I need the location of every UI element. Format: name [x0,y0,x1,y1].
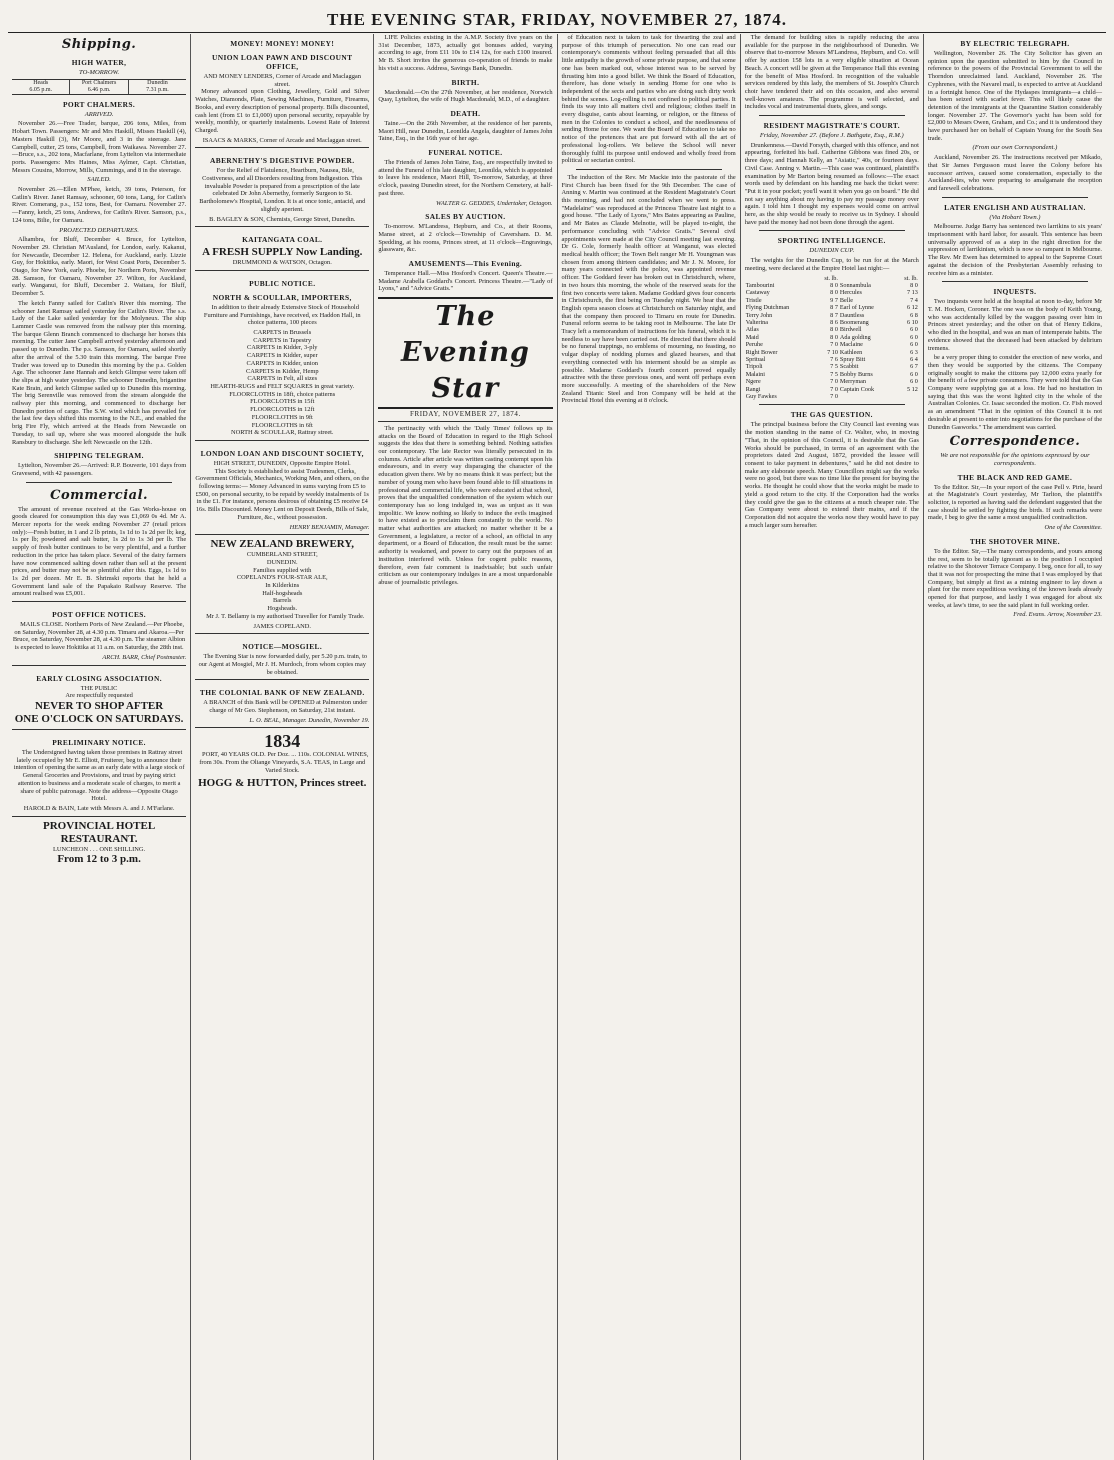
early-line: ONE O'CLOCK ON SATURDAYS. [14,713,184,725]
table-cell: Dauntless [839,311,865,319]
black-red-heading: THE BLACK AND RED GAME. [957,472,1073,482]
carpet-line: CARPETS in Kidder, super [246,352,318,360]
divider [759,115,905,116]
mosgiel-notice [195,633,369,676]
table-cell: 7 6 [830,356,838,364]
table-cell: 8 0 [830,326,838,334]
kaitangata-text: A FRESH SUPPLY Now Landing. [202,246,363,259]
carpet-line: CARPETS in Felt, all sizes [247,375,318,383]
table-cell: Sonnambula [839,281,871,289]
column-1 [8,34,191,1460]
table-cell: Valterina [745,319,769,327]
table-cell: Hercules [839,289,862,297]
mosgiel-heading: NOTICE—MOSGIEL. [242,642,323,652]
table-cell: 7 13 [907,289,918,297]
column-3 [374,34,557,1460]
brewery-text: Mr J. T. Bellamy is my authorised Traveller for Family Trade. [206,612,365,620]
brewery-line: Hogsheads. [267,605,298,613]
table-row [745,341,919,348]
birth-text: Macdonald.—On the 27th November, at her residence, Norwich Quay, Lyttelton, the wife of Hugh Macdonald, M.D., of a daughter. [378,88,553,104]
commercial-heading: Commercial. [50,487,149,503]
table-cell: Birdwell [839,326,862,334]
leader-continued: of Education next is taken to task for thwarting the zeal and purpose of this triumph of persecution. No one can read our contemporary's comments without feeling persuaded that all this little antipathy is the growth of some private purpose, and that some one has been marked out, whose interest was to be served by thrusting him into a good billet. We think the Board of Education, therefore, has done wisely in sending Home for one who is independent of the sects and parties who are doing such dirty work behind the scenes. Log-rolling is not confined to political parties. It finds its way into all matters civil and religious; clothes itself in every disguise, cants about learning, or religion, or the fitness of men in the Colonies to conduct a school, and the needlessness of sending Home for one. We want the Board of Education to take no notice of the pretences that are put forward with all the art of professional log-rollers. We believe the School will never thoroughly fulfil its purpose until endowed and wholly freed from political or sectarian control. [561,34,736,165]
brewery-line: Barrels [273,597,292,605]
post-office-notice [12,601,186,662]
funeral-text: The Friends of James John Taine, Esq., are respectfully invited to attend the Funeral of his late daughter, Leonilda, which is appointed to leave his residence, Maori Hill, To-morrow, Saturday, at three o'clock, passing Dunedin street, for the Northern Cemetery, at half-past three. [378,159,553,197]
arrived-label: ARRIVED. [84,110,114,118]
correspondence-heading: Correspondence. [949,434,1081,450]
table-cell: 6 0 [910,370,918,378]
table-cell: 7 0 [830,393,838,401]
shotover-text: To the Editor. Sir,—The many correspondents, and yours among the rest, seem to be totally ignorant as to the position I occupied relative to the Shotover Terrace Company. I beg, once for all, to say that it was not for prospecting the mine that I was employed by that Company, but simply at first as a mining engineer to lay down a plant for the more expeditious working of the known leads already opened for that purpose, and lastly I was engaged for about six weeks, at law's time, to see the said plant in full working order. [927,547,1103,609]
lfl-sub: HIGH STREET, DUNEDIN, Opposite Empire Hotel. [213,459,351,467]
table-cell: 7 0 [830,341,838,349]
shipping-news: The ketch Fanny sailed for Catlin's River this morning. The schooner Janet Ramsay sailed yesterday for Catlin's River. The s.s. Lady of the Lake sailed yesterday for the Molyneux. The ship Lammer Castle was removed from the railway pier this morning. The barque Glenn Branch commenced to discharge her horses this morning. The cutter Jane Campbell arrived yesterday afternoon and passed up to Dunedin. The p.s. Samson, for Oamaru, sailed shortly after the arrival of the 5.30 train this morning. The barque Free Trader was towed up to Dunedin this morning by the p.s. Golden Age. The schooner Jane Hannah and ketch Glimpse were taken off the slips at high water yesterday. The schooner Dunedin, brigantine Kate Brain, and ketch Glimpse sailed up to Dunedin this morning. The brig Serenville was removed from the stream alongside the railway pier this morning, and commenced to discharge her Dunedin portion of cargo. The S.W. wind which has prevailed for the last few days shifted this morning to the N.E., and enabled the brig Fire Fly, which arrived at the Heads from Newcastle on Tuesday, to sail up, where she was moored alongside the hulk Ransbury to discharge. She left Newcastle on the 12th. [12,299,187,446]
mosgiel-text: The Evening Star is now forwarded daily, per 5.20 p.m. train, to our Agent at Mosgiel, Mr J. H. Murdoch, from whom copies may be obtained. [198,653,368,676]
table-row [745,304,919,311]
table-row [745,297,919,304]
post-text: MAILS CLOSE. Northern Ports of New Zealand.—Per Phoebe, on Saturday, November 28, at 4.30 p.m. Timaru and Akaroa.—Per Bruce, on Saturday, November 28, at 4.30 p.m. The steamer Albion is expected to leave Hokitika at 11 a.m. on Saturday, the 28th inst. [12,621,186,652]
columns [8,34,1106,1460]
kaitangata-ad [195,226,369,267]
abernethy-ad [195,147,369,223]
table-cell: Guy Fawkes [745,393,777,401]
table-cell: 7 5 [830,370,838,378]
table-cell: 8 0 [830,333,838,341]
floor-line: FLOORCLOTHS in 9ft [251,413,313,421]
correspondence-note: We are not responsible for the opinions expressed by our correspondents. [940,452,1090,467]
life-policy-text: LIFE Policies existing in the A.M.P. Society five years on the 31st December, 1873, actually got bonuses added, varying according to age, from £11 10s to £14 12s, for each £100 insured. Mr B. Short invites the generous co-operation of friends to make his visit a success. Address, Savings Bank, Dunedin. [378,34,553,72]
table-cell: 5 12 [907,385,918,393]
funeral-signature: WALTER G. GEDDES, Undertaker, Octagon. [435,199,553,207]
newspaper-nameplate: The Evening Star [378,297,552,409]
table-cell: Atlas [745,326,759,334]
brewery-line: Families supplied with [253,566,312,574]
inquest-heading: INQUESTS. [993,287,1037,297]
tide-table [12,79,186,95]
table-cell: Rangi [745,385,761,393]
prelim-text: The Undersigned having taken those premises in Rattray street lately occupied by Mr E. Elliott, Fruiterer, beg to announce their intention of opening the same as an early date with a large stock of General Groceries and Provisions, and trust by paying strict attention to business and a moderate scale of charges, to merit a share of public patronage. Note the address—Opposite Otago Hotel. [13,749,185,803]
telegraph-text: Wellington, November 26. The City Solicitor has given an opinion upon the question submitted to him by the Council in reference to the powers of the Provincial Government to sell the Thorndon unreclaimed land. Auckland, November 26. The Cyphrenes, with the Navarel mail, is expected to arrive at Auckland in a fortnight hence. One of the Hydaspes immigrants—a child—has been seized with scarlet fever. This will likely cause the detention of the immigrants at the Quarantine Station considerably longer. November 27. The Governor's yacht has been sold for £2,000 to Messrs Owen, Graham, and Co.; and it is understood they have purchased her on behalf of Captain Young for the South Sea trade. [927,50,1103,142]
table-header-cell [839,275,895,282]
table-cell: 7 0 [830,385,838,393]
early-line: NEVER TO SHOP AFTER [34,700,164,712]
tide-port-chalmers [70,80,128,94]
divider [26,482,172,483]
early-line: THE PUBLIC [80,684,118,692]
leader-text: The pertinacity with which the 'Daily Times' follows up its attacks on the Board of Education in regard to the High School suggests the idea that there is something behind. Nothing satisfies our contemporary. The late Rector was literally persecuted in its columns. Article after article was written casting contempt upon his endeavours, and in every way disparaging the character of the education given there. We by no means think it was perfect; but the number of young men who have been found able to fill situations in professional and commercial life, who were educated at that school, proves that the unqualified condemnation of the system which our contemporary has so long indulged in, was as unjust as it was impolitic. We know nothing so likely to induce the evils imagined to have existed as to proclaim them constantly to the world. No matter what authorities are attacked; no matter whether it be a Government, a legislature, a rector of a school, an official in any department, or a Board of Education, the result must be the same: authority is weakened, and power to carry out the purposes of an institution interfered with. Unless for cogent public reasons, therefore, even fair comment is inadvisable; but such unfair criticism as our contemporary indulges in are a most unpardonable abuse of journalistic privileges. [378,424,553,586]
brewery-ad [195,534,369,630]
divider [942,281,1088,282]
divider [759,404,905,405]
cup-weights-body [745,282,919,401]
table-row [745,386,919,393]
table-cell: Maid [745,333,759,341]
table-cell: Malaini [745,370,765,378]
table-cell: Scabbit [839,363,859,371]
brewery-line: DUNEDIN. [266,558,298,566]
lfl-heading: LONDON LOAN AND DISCOUNT SOCIETY, [200,448,364,458]
port-ad-year: 1834 [264,731,301,752]
bank-notice [195,679,369,724]
london-loan-ad [195,440,369,531]
commercial-text: The amount of revenue received at the Gas Works-house on goods cleared for consumption this day was £1,069 0s 4d. Mr A. Mercer reports for the week ending November 27 (retail prices only):—Fresh butter, in 1 and 2 lb prints, 1s 1d to 1s 2d per lb; keg, 1s per lb; powdered and salt butter, 1s 2d to 1s 3d per lb. The supply of fresh butter continues to be very plentiful, and a further reduction in the price has taken place. Several of the dairy farmers have now commenced salting down rather than sell at the present prices, and butter may not be so plentiful after this. Eggs, 1s 1d to 1s 2d per dozen. Mr E. B. Shrimski reports that he held a Government land sale of the Papakaio Railway Reserve. The amount realised was £5,001. [12,505,187,598]
lfl-signature: HENRY BENJAMIN, Manager. [289,523,370,531]
table-cell: 9 7 [830,296,838,304]
floor-line: HEARTH-RUGS and FELT SQUARES in great variety. [210,382,355,390]
prelim-heading: PRELIMINARY NOTICE. [52,738,146,747]
table-cell: 8 0 [830,281,838,289]
table-cell: 8 6 [830,319,838,327]
table-cell [895,393,919,400]
post-heading: POST OFFICE NOTICES. [52,610,147,620]
table-header-cell [745,275,815,282]
table-header-row [745,275,919,282]
table-row [745,393,919,400]
table-row [745,312,919,319]
column-2 [191,34,374,1460]
table-cell: 8 7 [830,311,838,319]
table-row [745,371,919,378]
port-heading: PORT CHALMERS. [63,99,136,109]
local-news: The induction of the Rev. Mr Mackie into the pastorate of the First Church has been fixed for the 9th December. The case of Anning v. Martin was continued at the Resident Magistrate's Court this morning, and had not concluded when we went to press. "Madelaine" was reproduced at the Princess Theatre last night to a good house. "The Lady of Lyons," Mrs Bates appearing as Pauline, and Mr Bates as Claude Melnotte, will be played to-night, the performance concluding with "Advice Gratis." Several civil appointments were made at the City Council meeting last evening. Dr G. Cole, formerly health officer at Wanganui, was elected medical health officer; the Town Belt ranger Mr H. Youngman was chosen from among thirteen candidates; and Mr J. N. Moore, for many years connected with the police, was appointed revenue officer. The Goddard fever has broken out in Christchurch, where, in two hours this morning, the whole of the reserved seats for the first two concerts were taken. Madame Goddard gives four concerts in Christchurch, the first being on Tuesday night. We hear that the English opera season closes at Christchurch on Saturday night, and that the company then proceed to Timaru en route for Dunedin. Funeral reform seems to be taking root in Melbourne. The late Dr Tracy left a memorandum of instructions for his funeral, which it is needless to say have been carried out. He directed that there should be no funeral trappings, no emblems of mourning, no feasting, no vulgar display of nodding plumes and glazed hearses, and that everything connected with his interment should be as simple as possible. Madame Goddard's fourth concert proved equally attractive with the three previous ones, and went off perhaps even more successfully. A meeting of the shareholders of the New Zealand Titanic Steel and Iron Company will be held at the Provincial Hotel this evening at 8 o'clock. [561,173,736,405]
arrived-text: November 26.—Free Trader, barque, 206 tons, Miles, from Hobart Town. Passengers: Mr and Mrs Haskill, Misses Haskill (4), Masters Haskill (3), Mr Moore, and 3 in the steerage. Jane Campbell, cutter, 25 tons, Campbell, from Waikawa. November 27.—Bruce, s.s., 202 tons, Macfarlane, from Lyttelton via intermediate ports. Passengers: Mrs Haines, Miss Aylmer, Capt. Christian, Messrs Cousins, Morrow, Mills, Cummings, and 8 in the steerage. [12,120,187,174]
column-4 [558,34,741,1460]
high-water-sub: TO-MORROW. [79,69,120,76]
brewery-signature: JAMES COPELAND. [253,622,312,630]
death-heading: DEATH. [450,108,481,118]
table-cell: Castaway [745,289,770,297]
loan-signature: ISAACS & MARKS, Corner of Arcade and Maclaggan street. [202,136,362,144]
bank-heading: THE COLONIAL BANK OF NEW ZEALAND. [199,688,365,698]
public-signature: NORTH & SCOULLAR, Rattray street. [230,429,334,437]
sporting-sub: DUNEDIN CUP. [809,247,855,255]
sailed-text: November 26.—Ellen M'Phee, ketch, 39 tons, Peterson, for Catlin's River. Janet Ramsay, schooner, 60 tons, Lang, for Catlin's River. Comerang, p.s., 152 tons, Best, for Oamaru. November 27.—Fanny, ketch, 25 tons, Andrews, for Catlin's River. Samson, p.s., 124 tons, Bilie, for Oamaru. [12,186,187,224]
money-heading: MONEY! MONEY! MONEY! [230,39,335,48]
divider [759,230,905,231]
funeral-heading: FUNERAL NOTICE. [428,148,503,158]
tide-place: Dunedin [147,79,168,86]
bank-text: A BRANCH of this Bank will be OPENED at Palmerston under charge of Mr Geo. Stephenson, on Saturday, 21st instant. [203,699,368,715]
table-cell: Ngere [745,378,761,386]
port-ad-signature: HOGG & HUTTON, Princes street. [198,776,367,789]
tide-place: Heads [33,79,49,86]
tide-time: 7.31 p.m. [146,86,169,93]
table-cell: Bobby Burns [839,370,873,378]
later-sub: (Via Hobart Town.) [989,213,1041,221]
table-cell [839,393,895,400]
sporting-text: The weights for the Dunedin Cup, to be run for at the March meeting, were declared at the Empire Hotel last night:— [744,257,919,272]
port-ad-text: PORT, 40 YEARS OLD. Per Doz. ... 110s. COLONIAL WINES, from 30s. From the Oliange Vineyards, S.A. TEAS, in Large and Varied Stock. [199,751,369,774]
loan-heading: UNION LOAN PAWN AND DISCOUNT OFFICE, [212,53,353,71]
hotel-ad [12,816,186,867]
brewery-heading: NEW ZEALAND BREWERY, [210,538,355,551]
hotel-heading: PROVINCIAL HOTEL RESTAURANT. [43,819,156,845]
table-cell: Terry John [745,311,773,319]
carpet-line: CARPETS in Tapestry [253,336,312,344]
black-red-text: To the Editor. Sir,—In your report of the case Pell v. Pirie, heard at the Magistrate's Court yesterday, Mr Tarlton, the plaintiff's solicitor, is reported as having said the defendant suggested that the case should be settled by fighting the birds. If such remarks were made, I beg to give the same a most unqualified contradiction. [927,483,1103,522]
divider [942,197,1088,198]
shotover-heading: THE SHOTOVER MINE. [969,536,1061,546]
amusements-heading: AMUSEMENTS—This Evening. [408,259,523,269]
sales-heading: SALES BY AUCTION. [425,212,506,222]
rm-court-text: Drunkenness.—David Forsyth, charged with this offence, and not appearing, forfeited his bail. Catherine Gibbons was fined 20s, or three days; and Hannah Kelly, an "Asiatic," 40s, or fourteen days. Civil Case. Anning v. Martin.—This case was continued, plaintiff's examination by Mr Barton being resumed as follows:—The exact words used by defendant on his handing me back the ticket were: "Put it in your pocket; you'll want it when you go on board." He did not say anything about my having to pay my passage money over again. I told him I thought my expenses would come on arrival here, as the ship would be ready to receive us in Sydney. I should have paid the money had not been done through the agent. [744,141,919,226]
table-cell: 6 12 [907,304,918,312]
table-row [745,326,919,333]
table-cell: 6 4 [910,356,918,364]
carpet-line: CARPETS in Kidder, union [246,359,318,367]
table-cell: Peruhe [745,341,763,349]
early-heading: EARLY CLOSING ASSOCIATION. [36,673,162,683]
sporting-heading: SPORTING INTELLIGENCE. [777,236,886,246]
floor-line: FLOORCLOTHS in 12ft [250,406,315,414]
table-cell: 7 5 [830,363,838,371]
table-cell: 6 10 [907,319,918,327]
table-cell: Right Bower [745,348,778,356]
tide-heads [12,80,70,94]
brewery-line: In Kilderkins [265,582,300,590]
local-news-continued: The demand for building sites is rapidly reducing the area available for the purpose in the neighbourhood of Dunedin. We observe that to-morrow Messrs M'Landress, Hepburn, and Co. will offer by auction 158 lots in a very eligible situation at Ocean Beach. A concert will be given at the Temperance Hall this evening for the benefit of Miss Hosford. In recognition of the valuable services rendered by this lady, the members of St. Joseph's Church choir have tendered their aid on this occasion, and also several well-known amateurs. The programme is well selected, and includes vocal and instrumental duets, glees, and songs. [744,34,919,111]
loan-text: Money advanced upon Clothing, Jewellery, Gold and Silver Watches, Diamonds, Plate, Sewing Machines, Furniture, Firearms, Books, and every description of personal property. Bills discounted, cash lent (from £1 to £1,000) upon personal security, repayable by weekly, monthly, or quarterly instalments. Lowest Rate of Interest Charged. [195,88,370,134]
port-wine-ad [195,727,369,789]
table-cell: 6 0 [910,341,918,349]
carpet-line: CARPETS in Kidder, Hemp [245,367,319,375]
column-6 [924,34,1106,1460]
table-cell: Boomerang [839,319,869,327]
hotel-line: LUNCHEON . . . ONE SHILLING. [53,845,146,853]
table-cell: 7 10 [827,348,838,356]
table-cell: 8 0 [830,289,838,297]
cup-weights-table [745,275,919,401]
table-cell: 6 0 [910,378,918,386]
sailed-label: SAILED. [87,176,111,184]
table-cell: Tristle [745,296,762,304]
floor-line: FLOORCLOTHS in 6ft [251,421,313,429]
table-cell: Captain Cook [839,385,875,393]
table-cell: Earl of Lynne [839,304,874,312]
abernethy-signature: B. BAGLEY & SON, Chemists, George Street, Dunedin. [209,215,356,223]
table-cell: Maclaine [839,341,863,349]
hotel-line: From 12 to 3 p.m. [57,853,141,866]
later-heading: LATER ENGLISH AND AUSTRALIAN. [944,202,1086,212]
abernethy-text: For the Relief of Flatulence, Heartburn, Nausea, Bile, Costiveness, and all Disorders resulting from Indigestion. This invaluable Powder is prepared from a prescription of the late celebrated Dr John Abernethy, formerly Surgeon to St. Bartholomew's Hospital, London. It is at once tonic, antacid, and slightly aperient. [199,167,366,213]
projected-label: PROJECTED DEPARTURES. [59,226,139,234]
shipping-telegram-text: Lyttelton, November 26.—Arrived: R.P. Bouverie, 101 days from Gravesend, with 42 passengers. [12,462,187,477]
table-cell: 6 7 [910,363,918,371]
rm-court-sub: Friday, November 27. (Before J. Bathgate, Esq., R.M.) [759,132,904,140]
table-cell: 7 4 [910,296,918,304]
amusements-text: Temperance Hall.—Miss Hosford's Concert. Queen's Theatre.—Madame Arabella Goddard's Concert. Princess Theatre.—"Lady of Lyons," and "Advice Gratis." [378,270,553,293]
table-header-cell: st. lb. [824,274,838,282]
table-row [745,319,919,326]
public-text: In addition to their already Extensive Stock of Household Furniture and Furnishings, have received, ex Haddon Hall, in choice patterns, 100 pieces [203,303,361,327]
early-line: Are respectfully requested [65,692,133,700]
carpet-line: CARPETS in Brussels [253,329,312,337]
telegraph-text-2: Auckland, November 26. The instructions received per Mikado, that Sir James Fergusson must leave the Colony before his successor arrives, caused some consternation, especially to the Auckland-ites, who were preparing to amalgamate the reception and farewell celebrations. [927,154,1103,192]
dateline: FRIDAY, NOVEMBER 27, 1874. [378,411,552,422]
kaitangata-heading: KAITANGATA COAL. [242,235,323,245]
kaitangata-signature: DRUMMOND & WATSON, Octagon. [232,259,332,267]
table-cell: 8 0 [910,281,918,289]
table-row [745,289,919,296]
table-cell: 6 0 [910,333,918,341]
black-red-signature: One of the Committee. [1044,524,1103,532]
sales-text: To-morrow. M'Landress, Hepburn, and Co., at their Rooms, Manse street, at 2 o'clock—Township of Caversham. D. M. Spedding, at his rooms, Princes street, at 11 o'clock—Engravings, glassware, &c. [378,223,553,254]
shipping-heading: Shipping. [61,37,137,52]
table-cell: Merryman [839,378,867,386]
brewery-line: CUMBERLAND STREET, [246,551,318,559]
floor-line: FLOORCLOTHS in 15ft [250,398,315,406]
brewery-line: COPELAND'S FOUR-STAR ALE, [236,574,328,582]
divider [576,169,722,170]
shotover-signature: Fred. Evans. Arrow, November 23. [1013,611,1103,619]
floor-line: FLOORCLOTHS in 18ft, choice patterns [229,390,336,398]
table-row [745,282,919,289]
bank-signature: L. O. BEAL, Manager. Dunedin, November 19. [249,716,370,724]
table-cell: Ada golding [839,333,871,341]
rm-court-heading: RESIDENT MAGISTRATE'S COURT. [763,121,900,131]
tide-time: 6.05 p.m. [29,86,53,93]
shipping-telegram-heading: SHIPPING TELEGRAM. [54,451,144,461]
brewery-line: Half-hogsheads [262,589,303,597]
post-signature: ARCH. BARR, Chief Postmaster. [102,653,187,661]
birth-heading: BIRTH. [451,77,480,87]
public-notice-ad [195,270,369,437]
early-closing-ad [12,665,186,726]
gas-continued: be a very proper thing to consider the erection of new works, and then they would be supported by the citizens. The Company originally sought to make the citizens pay 12,000 extra yearly for the benefit of a few private consumers. They were told that the Gas Company were supplying gas at a loss. He had no hesitation in saying that this was the worst lighted city in the whole of the Australian Colonies. Cr. Isaac seconded the motion. Cr. Fish moved as an amendment "That in the opinion of this Council it is not desirable at present to enter into negotiations for the purchase of the Dunedin Gasworks." The amendment was carried. [927,354,1103,431]
carpet-line: CARPETS in Kidder, 3-ply [247,344,318,352]
tide-dunedin [129,80,186,94]
table-cell: Tambourini [745,281,775,289]
death-text: Taine.—On the 26th November, at the residence of her parents, Maori Hill, near Dunedin, Leonilda Angela, daughter of James John Taine, Esq., in the 16th year of her age. [378,119,553,143]
abernethy-heading: ABERNETHY'S DIGESTIVE POWDER. [210,156,355,166]
projected-text: Alhambra, for Bluff, December 4. Bruce, for Lyttelton, November 29. Christian M'Ausland, for London, early. Kakanui, for Newcastle, December 12. Helena, for Auckland, early. Lizzie Guy, for Hokitika, early. Maori, for West Coast Ports, December 5. Otago, for New York, early. Phoebe, for Northern Ports, November 28. Samson, for Oamaru, November 27. Wilton, for Auckland, early. Wanganui, for Bluff, December 2. Waitara, for Bluff, December 5. [12,236,187,298]
tide-place: Port Chalmers [81,79,117,86]
table-row [745,356,919,363]
table-row [745,363,919,370]
masthead: THE EVENING STAR, FRIDAY, NOVEMBER 27, 1874. [8,8,1106,33]
public-heading: PUBLIC NOTICE. [249,278,316,288]
loan-sub: AND MONEY LENDERS, Corner of Arcade and Maclaggan street. [203,73,361,88]
gas-question-text: The principal business before the City Council last evening was the motion standing in the name of Cr. Walter, who, in moving "That, in the opinion of this Council, it is desirable that the Gas Works should be purchased, in terms of an agreement with the proprietors dated 2nd August, 1872, provided the lessee will consent to take payment in debentures," said he did not desire to make any elaborate speech. Many Councillors might say the works were no good, but there was no time like the present for buying the works. He thought he could show that the works might be made to yield a good return to the city. If the Corporation had the works they could give the gas to the citizens at a much cheaper rate. The Gas Company were about to extend their mains, and if the Corporation did not acquire the works now they would have to pay a much larger sum hereafter. [744,421,919,529]
table-cell: Tripoli [745,363,763,371]
table-cell: Spritual [745,356,766,364]
table-cell: 6 8 [910,311,918,319]
table-row [745,378,919,385]
column-5 [741,34,924,1460]
public-sub: NORTH & SCOULLAR, IMPORTERS, [212,292,352,302]
table-cell: Flying Dutchman [745,304,790,312]
later-text: Melbourne. Judge Barry has sentenced two larrikins to six years' imprisonment with hard labor, for assault. This sentence has been universally approved of as a step in the right direction for the suppression of larrikinism, which is now so rampant in Melbourne. The Rev. Mr Ewen has determined to appeal to the Supreme Court against the decision of the Presbyterian Assembly refusing to receive him as a minister. [927,223,1103,277]
inquest-text: Two inquests were held at the hospital at noon to-day, before Mr T. M. Hocken, Coroner. The one was on the body of Keith Young, who was accidentally killed by the waggon passing over him in Princes street yesterday; and the other on that of Henry Edkins, who died in the hospital, and was an man of intemperate habits. The evidence showed that the deceased had been attacked by delirium tremens. [927,298,1103,352]
prelim-signature: HAROLD & BAIN, Late with Messrs A. and J. M'Farlane. [23,804,175,812]
telegraph-sub: (From our own Correspondent.) [972,144,1058,152]
table-cell: 8 7 [830,304,838,312]
lfl-text: This Society is established to assist Tradesmen, Clerks, Government Officials, Mechanics, Working Men, and others, on the following terms:— Money Advanced in sums varying from £5 to £500, on personal security, to be repaid by weekly instalments of 1s in the £1. For instance, persons desirous of obtaining £5 receive £4 16s. Bills Discounted. Money Lent on Deposit Deeds, Bills of Sale, Furniture, &c., without possession. [195,467,370,521]
table-cell: Kathleen [839,348,863,356]
high-water-title: HIGH WATER, [71,58,127,67]
table-cell: 6 0 [910,326,918,334]
telegraph-heading: BY ELECTRIC TELEGRAPH. [960,39,1070,48]
table-header-cell: st. lb. [904,274,918,282]
table-row [745,349,919,356]
table-cell: 7 0 [830,378,838,386]
table-cell: 6 3 [910,348,918,356]
table-row [745,334,919,341]
tide-time: 6.46 p.m. [87,86,111,93]
preliminary-notice [12,729,186,813]
table-cell: Spray Bitt [839,356,866,364]
gas-question-heading: THE GAS QUESTION. [790,410,873,420]
table-cell: Belle [839,296,853,304]
